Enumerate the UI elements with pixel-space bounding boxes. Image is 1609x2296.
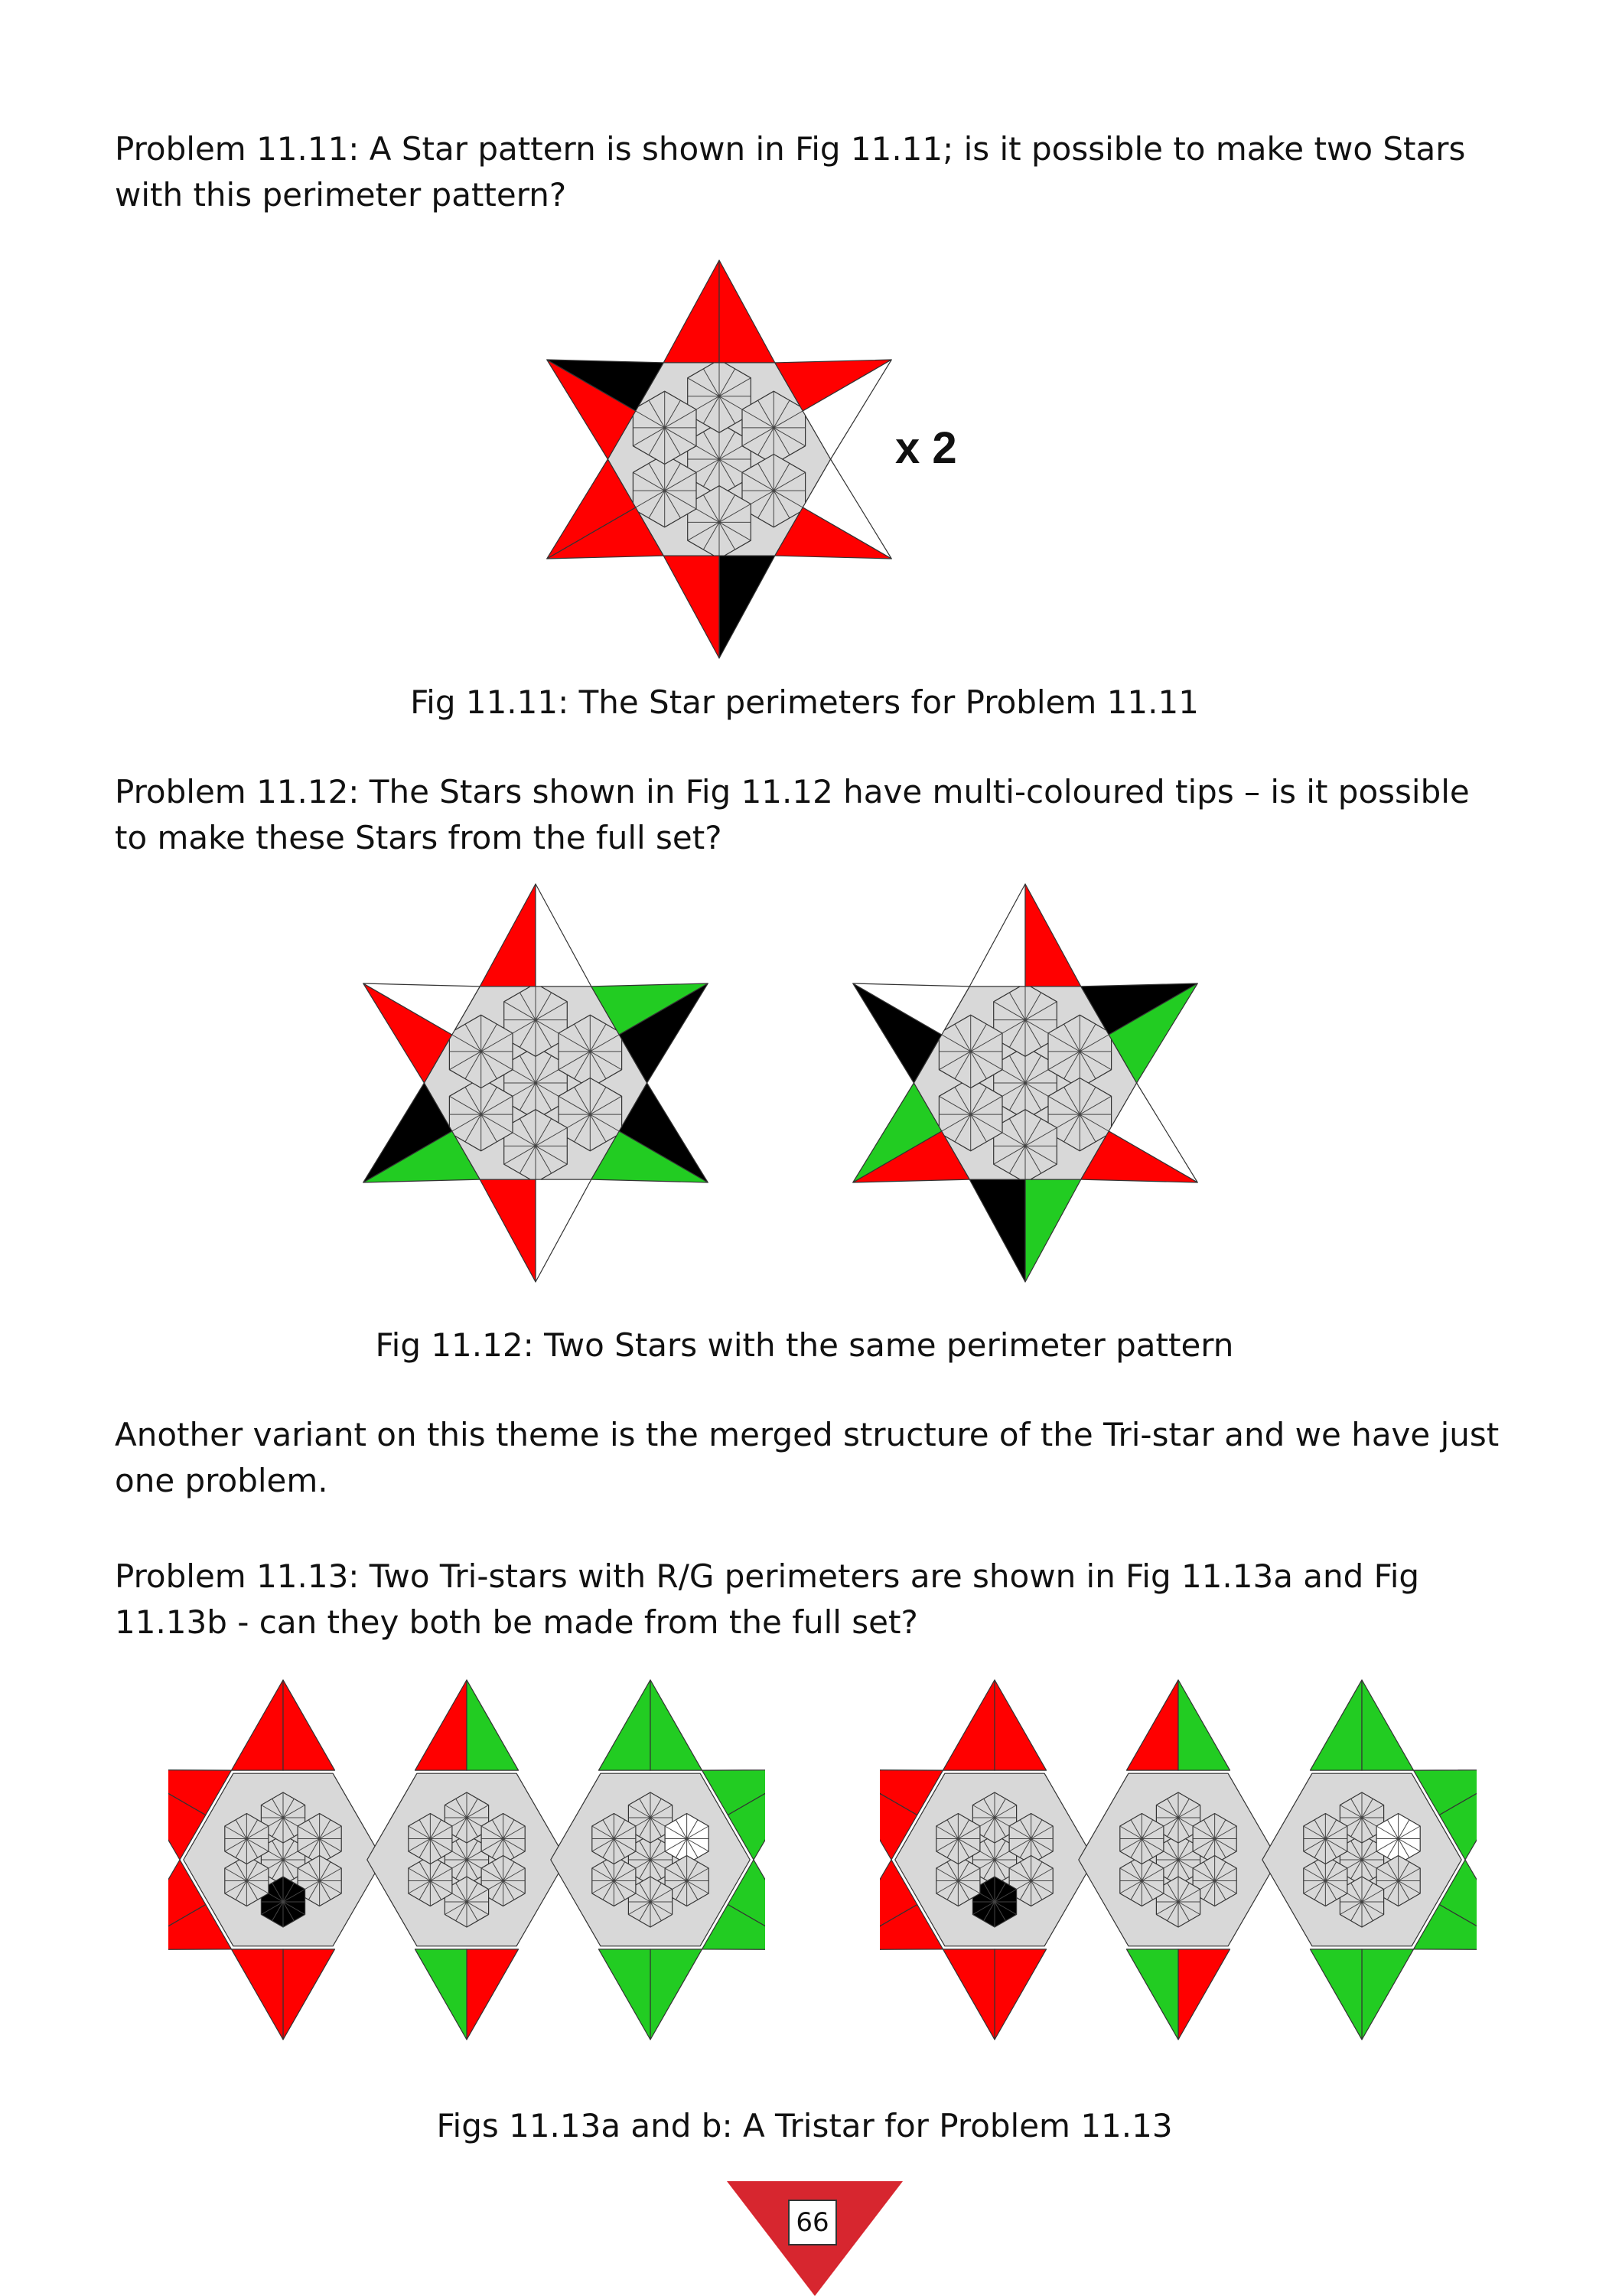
tristar-tip-half bbox=[650, 1680, 702, 1770]
multiplier-label: x 2 bbox=[895, 423, 957, 473]
star-tip-half bbox=[719, 260, 775, 363]
star-pattern-11-12-a bbox=[352, 876, 719, 1290]
intro-text: Another variant on this theme is the merged structure of the Tri-star and we have just one problem. bbox=[115, 1416, 1500, 1499]
tristar-tip-half bbox=[1178, 1680, 1230, 1770]
fig-11-13a bbox=[168, 1653, 765, 2069]
fig-11-12-caption: Fig 11.12: Two Stars with the same perimeter pattern bbox=[375, 1326, 1234, 1364]
tristar-tip-half bbox=[599, 1680, 651, 1770]
tristar-tip-half bbox=[232, 1949, 284, 2040]
tristar-tip-half bbox=[995, 1949, 1047, 2040]
star-tip-half bbox=[480, 884, 536, 987]
star-tip-half bbox=[536, 1179, 591, 1282]
tristar-pattern-11-13b bbox=[880, 1661, 1477, 2059]
tristar-tip-half bbox=[943, 1680, 995, 1770]
problem-11-12-text: Problem 11.12: The Stars shown in Fig 11.12 have multi-coloured tips – is it possible to make these Stars from the full set? bbox=[115, 773, 1470, 856]
star-tip-half bbox=[969, 884, 1025, 987]
tristar-tip-half bbox=[599, 1949, 651, 2040]
problem-11-11-text: Problem 11.11: A Star pattern is shown in Fig 11.11; is it possible to make two Stars with this perimeter pattern? bbox=[115, 130, 1466, 214]
tristar-tip-half bbox=[467, 1680, 519, 1770]
star-pattern-11-12-b bbox=[842, 876, 1209, 1290]
star-tip-half bbox=[969, 1179, 1025, 1282]
fig-11-11-caption: Fig 11.11: The Star perimeters for Problem 11.11 bbox=[410, 683, 1199, 721]
fig-11-12-star-b bbox=[842, 876, 1209, 1293]
tristar-tip-half bbox=[943, 1949, 995, 2040]
fig-11-13-caption: Figs 11.13a and b: A Tristar for Problem 11.13 bbox=[436, 2107, 1173, 2144]
tristar-tip-half bbox=[283, 1949, 335, 2040]
tristar-tip-half bbox=[1127, 1680, 1179, 1770]
tristar-tip-half bbox=[1311, 1680, 1363, 1770]
tristar-tip-half bbox=[650, 1949, 702, 2040]
tristar-tip-half bbox=[415, 1680, 467, 1770]
tristar-tip-half bbox=[232, 1680, 284, 1770]
tristar-tip-half bbox=[1127, 1949, 1179, 2040]
fig-11-11 bbox=[536, 253, 903, 669]
tristar-tip-half bbox=[1311, 1949, 1363, 2040]
page-number: 66 bbox=[788, 2200, 837, 2245]
tristar-tip-half bbox=[1178, 1949, 1230, 2040]
fig-11-13b bbox=[880, 1661, 1477, 2062]
tristar-tip-half bbox=[283, 1680, 335, 1770]
tristar-tip-half bbox=[1362, 1680, 1414, 1770]
star-tip-half bbox=[480, 1179, 536, 1282]
tristar-tip-half bbox=[467, 1949, 519, 2040]
tristar-pattern-11-13a bbox=[168, 1653, 765, 2066]
star-tip-half bbox=[663, 260, 719, 363]
star-tip-half bbox=[663, 556, 719, 658]
star-tip-half bbox=[1025, 1179, 1081, 1282]
tristar-tip-half bbox=[995, 1680, 1047, 1770]
star-tip-half bbox=[1025, 884, 1081, 987]
star-tip-half bbox=[536, 884, 591, 987]
star-tip-half bbox=[719, 556, 775, 658]
fig-11-12-star-a bbox=[352, 876, 719, 1293]
problem-11-13-text: Problem 11.13: Two Tri-stars with R/G perimeters are shown in Fig 11.13a and Fig 11.13b - can they both be made from the full set? bbox=[115, 1557, 1420, 1641]
tristar-tip-half bbox=[1362, 1949, 1414, 2040]
tristar-tip-half bbox=[415, 1949, 467, 2040]
star-pattern-11-11 bbox=[536, 253, 903, 666]
